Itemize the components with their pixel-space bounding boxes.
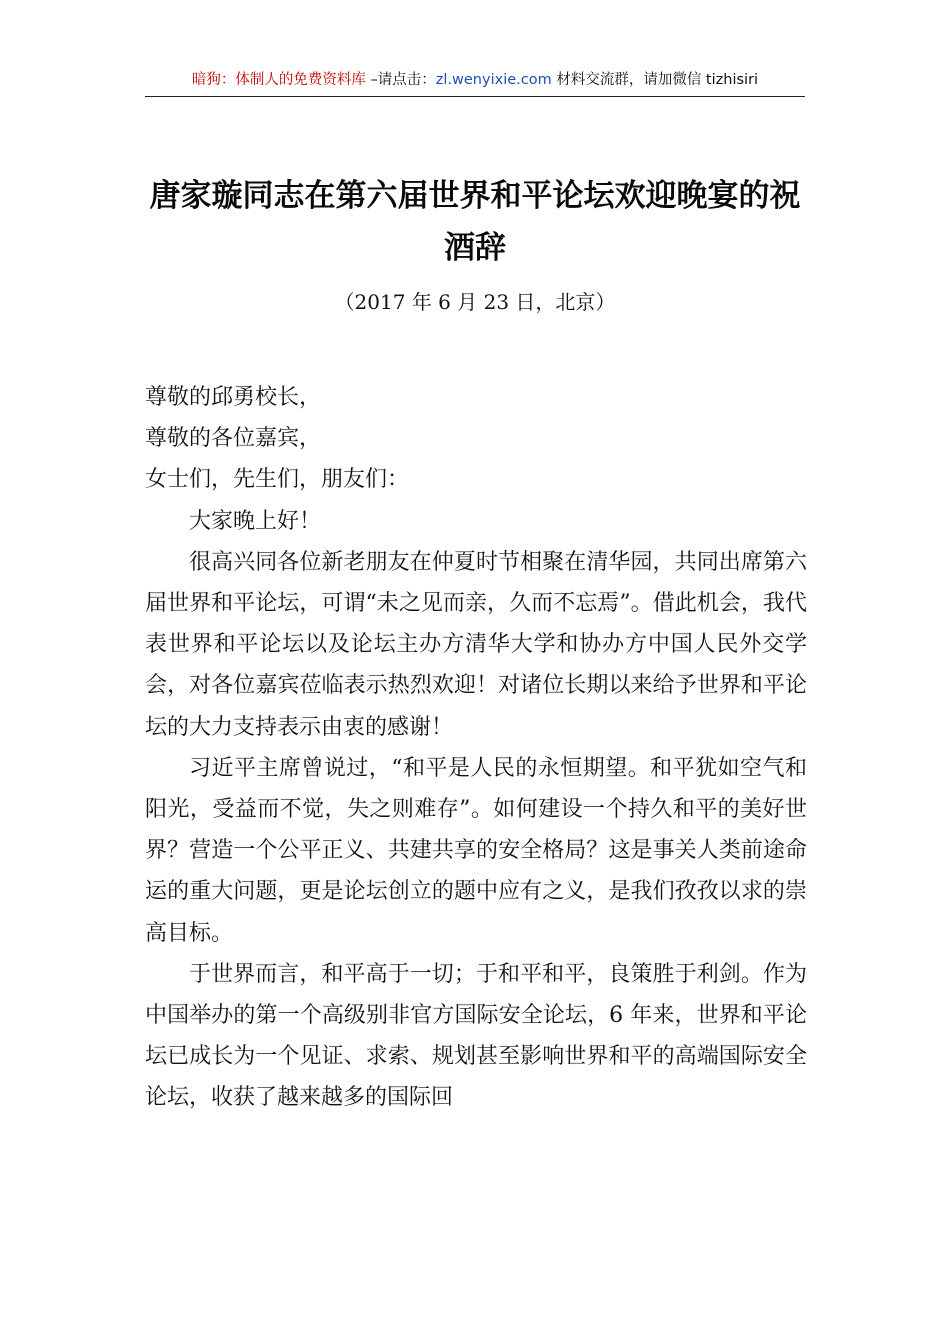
site-link[interactable]: zl.wenyixie.com bbox=[435, 72, 552, 88]
page-header bbox=[145, 66, 805, 97]
document-title: 唐家璇同志在第六届世界和平论坛欢迎晚宴的祝酒辞 bbox=[149, 178, 801, 266]
document-body bbox=[145, 377, 807, 1119]
date-line: （2017 年 6 月 23 日，北京） bbox=[334, 290, 616, 314]
paragraph: 于世界而言，和平高于一切；于和平和平，良策胜于利剑。作为中国举办的第一个高级别非官方国际安全论坛，6 年来，世界和平论坛已成长为一个见证、求索、规划甚至影响世界和平的高端国际安全论坛，收获了越来越多的国际回 bbox=[145, 961, 807, 1111]
contact-note: 材料交流群，请加微信 tizhisiri bbox=[551, 72, 759, 88]
paragraph: 大家晚上好！ bbox=[189, 508, 322, 534]
site-label: 暗狗：体制人的免费资料库 bbox=[191, 72, 366, 88]
salutation: 尊敬的各位嘉宾， bbox=[145, 426, 322, 452]
link-prefix: –请点击： bbox=[365, 72, 436, 88]
paragraph: 习近平主席曾说过，“和平是人民的永恒期望。和平犹如空气和阳光，受益而不觉，失之则难存”。如何建设一个持久和平的美好世界？营造一个公平正义、共建共享的安全格局？这是事关人类前途命运的重大问题，更是论坛创立的题中应有之义，是我们孜孜以求的崇高目标。 bbox=[145, 755, 807, 946]
salutation: 尊敬的邱勇校长， bbox=[145, 385, 322, 410]
paragraph: 很高兴同各位新老朋友在仲夏时节相聚在清华园，共同出席第六届世界和平论坛，可谓“未之见而亲，久而不忘焉”。借此机会，我代表世界和平论坛以及论坛主办方清华大学和协办方中国人民外交学会，对各位嘉宾莅临表示热烈欢迎！对诸位长期以来给予世界和平论坛的大力支持表示由衷的感谢！ bbox=[145, 549, 807, 740]
salutation: 女士们，先生们，朋友们： bbox=[145, 467, 410, 493]
